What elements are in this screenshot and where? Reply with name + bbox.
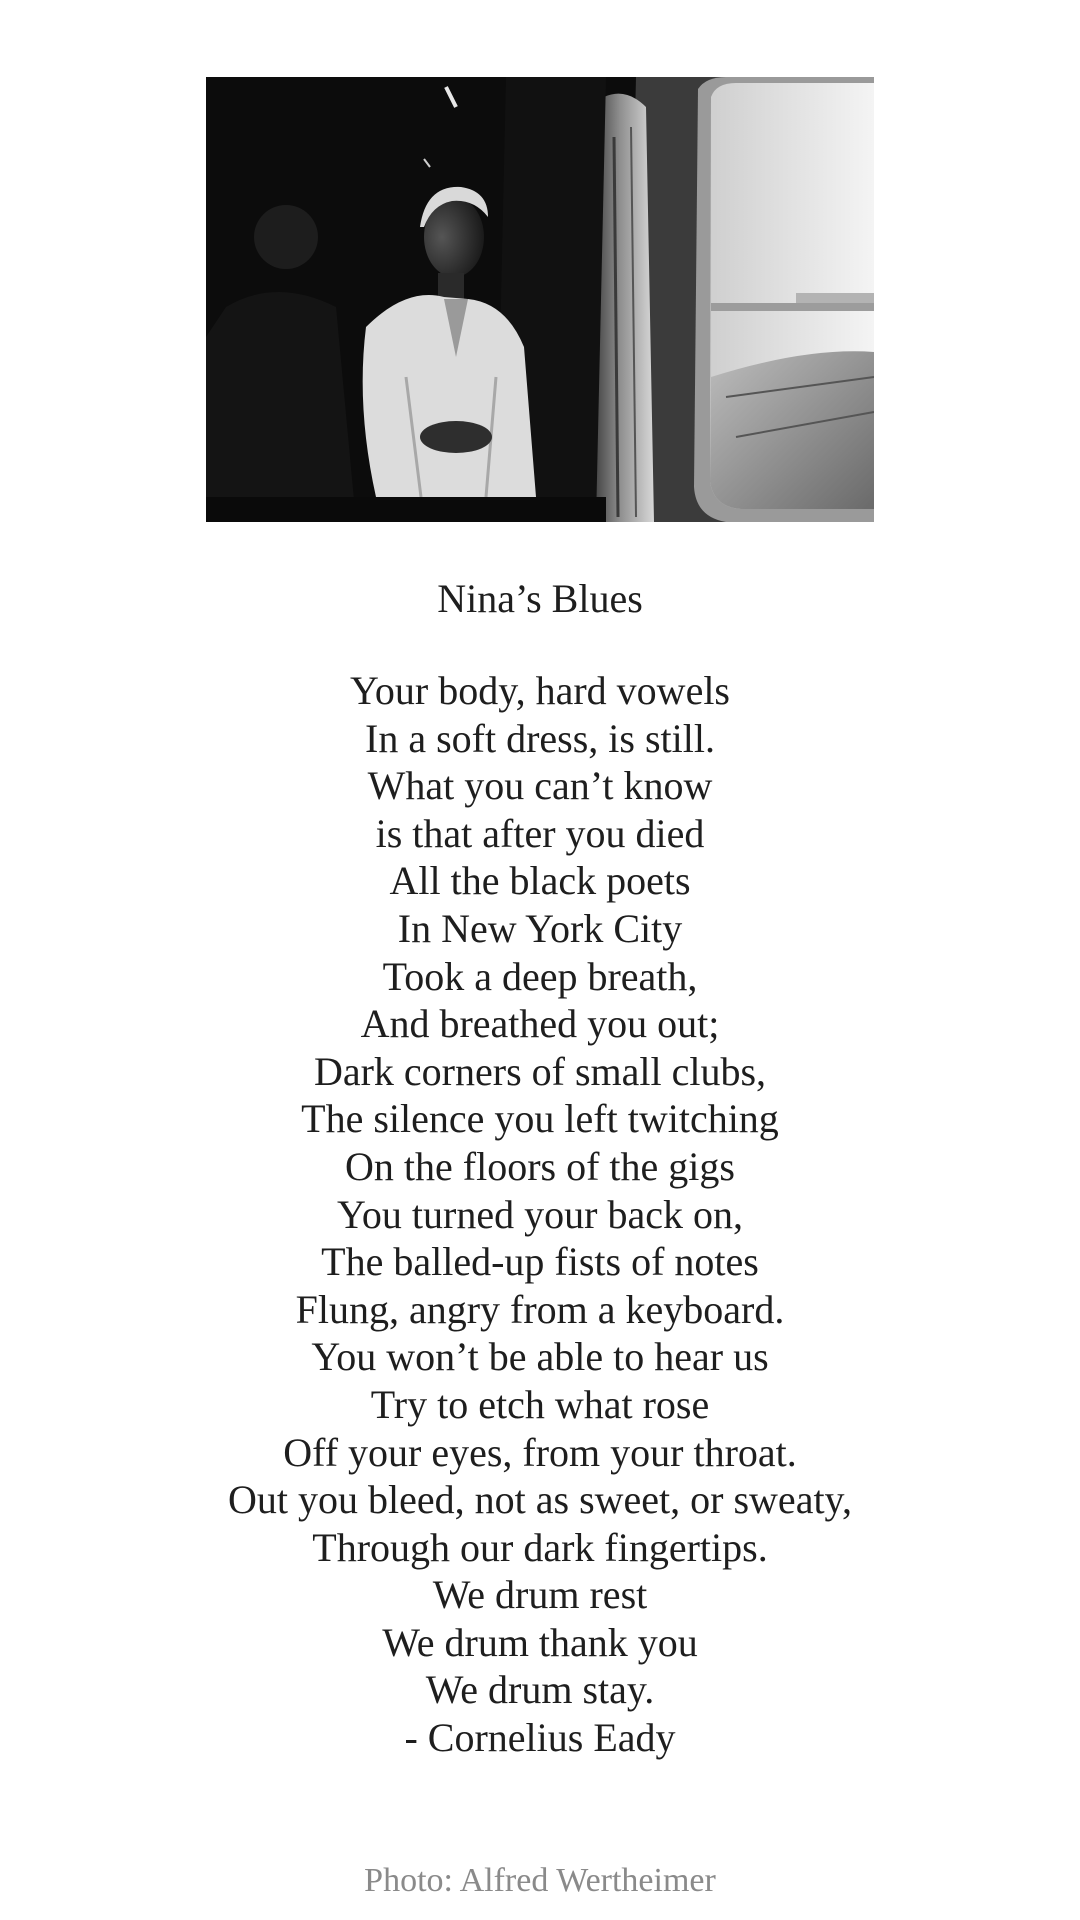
poem-line: In New York City [397,905,683,951]
poem-line: In a soft dress, is still. [365,715,715,761]
photograph [206,77,874,522]
poem-line: The balled-up fists of notes [321,1239,759,1285]
poem-line: is that after you died [375,810,705,856]
poem-line: And breathed you out; [360,1001,720,1047]
poem-body [0,667,1080,1762]
poem-line: Your body, hard vowels [350,668,730,713]
poem-line: All the black poets [389,858,691,904]
poem-line: Off your eyes, from your throat. [283,1429,797,1475]
poem-author: - Cornelius Eady [404,1715,676,1761]
poem-line: Through our dark fingertips. [312,1524,768,1570]
poem-title: Nina’s Blues [437,576,643,621]
poem-line: You won’t be able to hear us [311,1334,769,1380]
photo-credit: Photo: Alfred Wertheimer [364,1862,716,1899]
poem-line: Dark corners of small clubs, [313,1048,767,1094]
poem-line: You turned your back on, [337,1191,743,1237]
poem-line: On the floors of the gigs [345,1143,735,1189]
photograph-illustration [206,77,874,522]
poem-line: Took a deep breath, [382,953,698,999]
poem-line: The silence you left twitching [301,1096,779,1142]
poem-line: We drum stay. [425,1667,655,1713]
poem-line: Try to etch what rose [370,1381,710,1427]
poem-line: We drum thank you [382,1619,698,1665]
poem-line: Out you bleed, not as sweet, or sweaty, [228,1477,852,1523]
poem-line: Flung, angry from a keyboard. [295,1286,785,1332]
poem-line: We drum rest [432,1572,648,1618]
poem-line: What you can’t know [367,763,713,809]
